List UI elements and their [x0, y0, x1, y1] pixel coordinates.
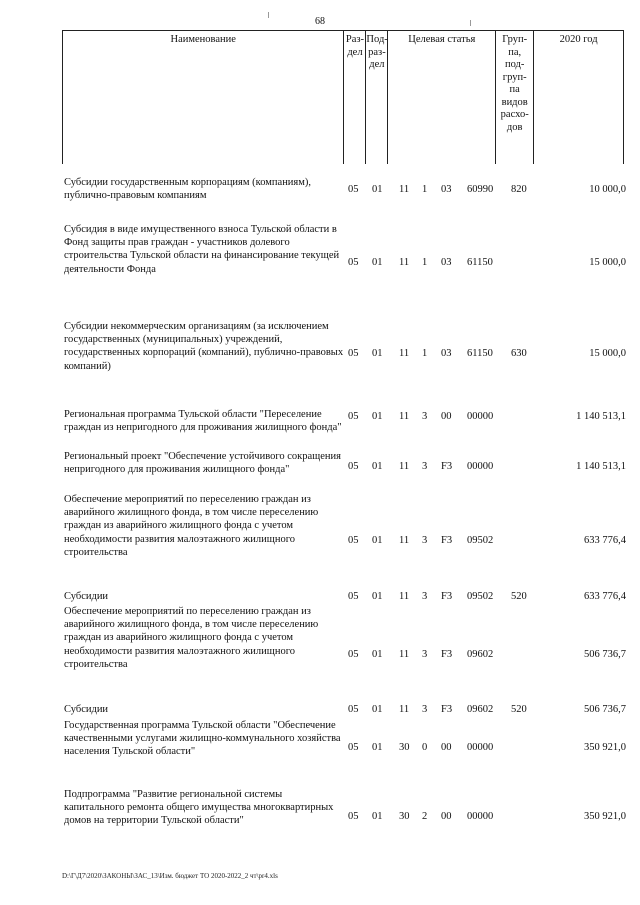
row-razdel: 05 [348, 535, 359, 546]
row-vid: 630 [511, 348, 527, 359]
row-cs-4: 09602 [467, 649, 494, 660]
row-razdel: 05 [348, 348, 359, 359]
row-cs-3: F3 [441, 461, 453, 472]
row-cs-1: 11 [399, 184, 410, 195]
page-number: 68 [315, 16, 325, 27]
row-podrazdel: 01 [372, 742, 383, 753]
row-sum: 1 140 513,1 [576, 461, 626, 472]
row-cs-2: 3 [422, 535, 428, 546]
row-sum: 506 736,7 [584, 704, 626, 715]
row-vid: 820 [511, 184, 527, 195]
row-podrazdel: 01 [372, 461, 383, 472]
row-podrazdel: 01 [372, 411, 383, 422]
row-podrazdel: 01 [372, 257, 383, 268]
row-cs-3: F3 [441, 649, 453, 660]
row-sum: 1 140 513,1 [576, 411, 626, 422]
row-sum: 15 000,0 [589, 348, 626, 359]
row-cs-2: 3 [422, 461, 428, 472]
row-cs-2: 3 [422, 411, 428, 422]
file-path-footer: D:\Г\Д7\2020\ЗАКОНЫ\ЗАС_13\Изм. бюджет ТО 2020-2022_2 чт\pr4.xls [62, 872, 278, 880]
row-sum: 10 000,0 [589, 184, 626, 195]
row-cs-4: 00000 [467, 742, 494, 753]
row-podrazdel: 01 [372, 591, 383, 602]
row-name: Обеспечение мероприятий по переселению граждан из аварийного жилищного фонда, в том числе переселению граждан из аварийного жилищного фонда с учетом необходимости развития малоэтажного жилищного строительства [64, 494, 319, 558]
row-vid: 520 [511, 591, 527, 602]
header-year: 2020 год [534, 31, 624, 164]
row-name: Субсидии некоммерческим организациям (за исключением государственных (муниципальных) учреждений, государственных корпораций (компаний), публично-правовых компаний) [64, 321, 344, 372]
row-cs-4: 09502 [467, 591, 494, 602]
row-cs-3: 00 [441, 742, 452, 753]
row-razdel: 05 [348, 591, 359, 602]
row-name: Региональная программа Тульской области "Переселение граждан из непригодного для проживания жилищного фонда" [64, 409, 342, 434]
row-cs-4: 09502 [467, 535, 494, 546]
row-podrazdel: 01 [372, 649, 383, 660]
row-sum: 633 776,4 [584, 591, 626, 602]
row-name: Обеспечение мероприятий по переселению граждан из аварийного жилищного фонда, в том числе переселению граждан из аварийного жилищного фонда с учетом необходимости развития малоэтажного жилищного строительства [64, 606, 319, 670]
row-cs-4: 00000 [467, 811, 494, 822]
row-cs-3: 03 [441, 257, 452, 268]
header-vid: Груп- па, под- груп- па видов расхо- дов [496, 31, 534, 164]
scan-mark [470, 20, 471, 26]
row-cs-2: 1 [422, 257, 428, 268]
row-cs-3: F3 [441, 535, 453, 546]
row-razdel: 05 [348, 811, 359, 822]
row-cs-4: 00000 [467, 461, 494, 472]
row-cs-1: 30 [399, 742, 410, 753]
row-cs-2: 0 [422, 742, 428, 753]
row-cs-2: 1 [422, 348, 428, 359]
row-podrazdel: 01 [372, 184, 383, 195]
header-razdel: Раз- дел [344, 31, 366, 164]
row-razdel: 05 [348, 184, 359, 195]
row-podrazdel: 01 [372, 535, 383, 546]
row-podrazdel: 01 [372, 811, 383, 822]
row-razdel: 05 [348, 704, 359, 715]
row-razdel: 05 [348, 257, 359, 268]
row-cs-3: 00 [441, 811, 452, 822]
scan-mark [268, 12, 269, 18]
row-cs-4: 00000 [467, 411, 494, 422]
row-cs-4: 61150 [467, 348, 493, 359]
row-cs-2: 1 [422, 184, 428, 195]
row-cs-1: 11 [399, 411, 410, 422]
row-sum: 633 776,4 [584, 535, 626, 546]
row-name: Субсидии [64, 704, 109, 715]
row-cs-1: 11 [399, 461, 410, 472]
row-vid: 520 [511, 704, 527, 715]
row-sum: 15 000,0 [589, 257, 626, 268]
row-razdel: 05 [348, 461, 359, 472]
row-cs-4: 60990 [467, 184, 494, 195]
row-name: Субсидия в виде имущественного взноса Тульской области в Фонд защиты прав граждан - участников долевого строительства Тульской области на финансирование текущей деятельности Фонда [64, 224, 340, 275]
row-name: Государственная программа Тульской области "Обеспечение качественными услугами жилищно-коммунального хозяйства населения Тульской области" [64, 720, 341, 758]
row-name: Субсидии государственным корпорациям (компаниям), публично-правовым компаниям [64, 177, 312, 202]
row-name: Подпрограмма "Развитие региональной системы капитального ремонта общего имущества многоквартирных домов на территории Тульской области" [64, 789, 334, 827]
row-podrazdel: 01 [372, 704, 383, 715]
row-cs-1: 11 [399, 649, 410, 660]
row-cs-1: 30 [399, 811, 410, 822]
header-podrazdel: Под- раз- дел [366, 31, 388, 164]
row-cs-2: 2 [422, 811, 428, 822]
row-cs-4: 61150 [467, 257, 493, 268]
table-header [62, 30, 624, 164]
row-cs-1: 11 [399, 257, 410, 268]
row-razdel: 05 [348, 742, 359, 753]
row-razdel: 05 [348, 649, 359, 660]
row-name: Субсидии [64, 591, 109, 602]
row-cs-2: 3 [422, 649, 428, 660]
row-cs-1: 11 [399, 704, 410, 715]
row-cs-1: 11 [399, 591, 410, 602]
row-sum: 506 736,7 [584, 649, 626, 660]
row-cs-4: 09602 [467, 704, 494, 715]
row-cs-3: F3 [441, 591, 453, 602]
row-cs-3: 03 [441, 184, 452, 195]
row-cs-3: 03 [441, 348, 452, 359]
row-cs-2: 3 [422, 591, 428, 602]
row-cs-3: F3 [441, 704, 453, 715]
row-sum: 350 921,0 [584, 811, 626, 822]
row-cs-3: 00 [441, 411, 452, 422]
header-name: Наименование [63, 31, 344, 164]
row-razdel: 05 [348, 411, 359, 422]
row-name: Региональный проект "Обеспечение устойчивого сокращения непригодного для проживания жилищного фонда" [64, 451, 341, 476]
row-cs-1: 11 [399, 348, 410, 359]
row-cs-1: 11 [399, 535, 410, 546]
row-podrazdel: 01 [372, 348, 383, 359]
row-sum: 350 921,0 [584, 742, 626, 753]
header-celevaya: Целевая статья [388, 31, 496, 164]
row-cs-2: 3 [422, 704, 428, 715]
